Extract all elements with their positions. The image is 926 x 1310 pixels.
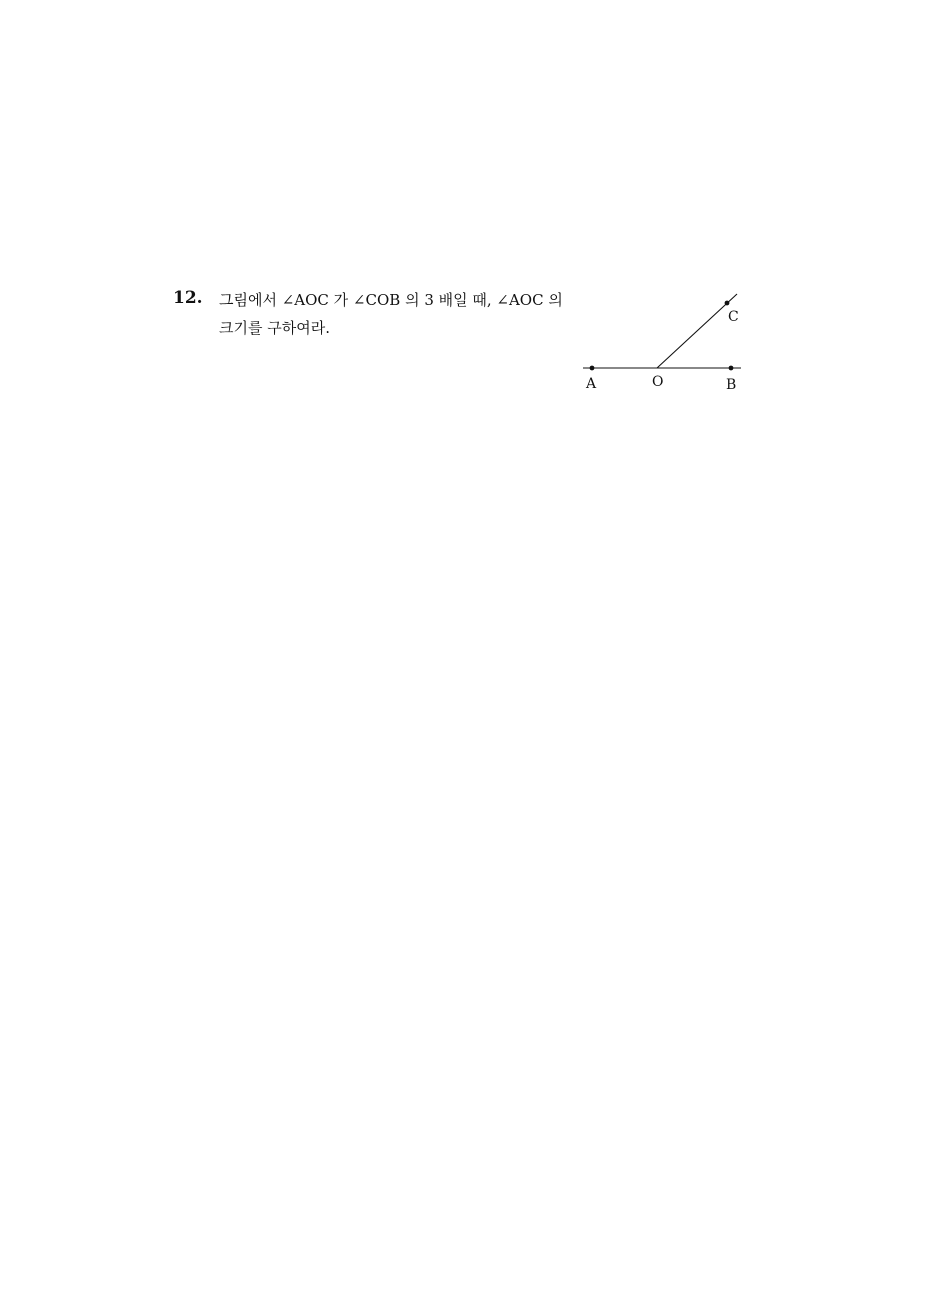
label-b: B — [726, 377, 737, 393]
label-a: A — [586, 376, 597, 392]
problem-number: 12. — [173, 288, 203, 308]
angle-diagram — [575, 286, 755, 401]
angle-figure — [575, 286, 755, 401]
label-o: O — [652, 374, 664, 390]
label-c: C — [728, 309, 739, 325]
ray-oc — [657, 294, 737, 368]
problem-statement — [219, 286, 569, 342]
problem-text-line-1: 그림에서 ∠AOC 가 ∠COB 의 3 배일 때, ∠AOC 의 — [219, 291, 563, 309]
point-a — [590, 366, 595, 371]
problem-text-line-2: 크기를 구하여라. — [219, 319, 330, 337]
point-b — [729, 366, 734, 371]
point-c — [725, 301, 730, 306]
